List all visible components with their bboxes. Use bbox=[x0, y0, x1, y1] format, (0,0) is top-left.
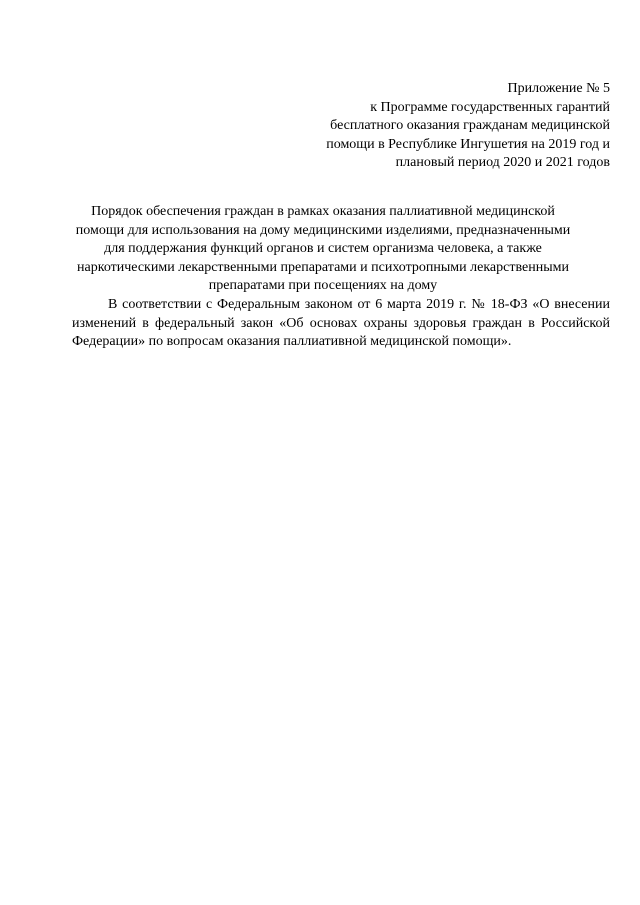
appendix-line: бесплатного оказания гражданам медицинской bbox=[330, 118, 610, 133]
appendix-line: помощи в Республике Ингушетия на 2019 год и bbox=[326, 136, 610, 152]
appendix-line: плановый период 2020 и 2021 годов bbox=[395, 155, 610, 170]
document-title bbox=[56, 203, 590, 296]
appendix-header bbox=[250, 80, 610, 173]
title-line: помощи для использования на дому медицинскими изделиями, предназначенными bbox=[75, 222, 571, 238]
appendix-line: Приложение № 5 bbox=[507, 81, 610, 96]
title-line: препаратами при посещениях на дому bbox=[208, 278, 438, 293]
body-paragraph: В соответствии с Федеральным законом от 6 марта 2019 г. № 18-ФЗ «О внесении изменений в федеральный закон «Об основах охраны здоровья граждан в Российской Федерации» по вопросам оказания паллиативной медицинской помощи». bbox=[72, 297, 610, 349]
appendix-line: к Программе государственных гарантий bbox=[370, 99, 610, 115]
title-line: для поддержания функций органов и систем организма человека, а также bbox=[104, 241, 542, 256]
title-line: наркотическими лекарственными препаратами и психотропными лекарственными bbox=[77, 259, 569, 275]
title-line: Порядок обеспечения граждан в рамках оказания паллиативной медицинской bbox=[91, 204, 555, 219]
